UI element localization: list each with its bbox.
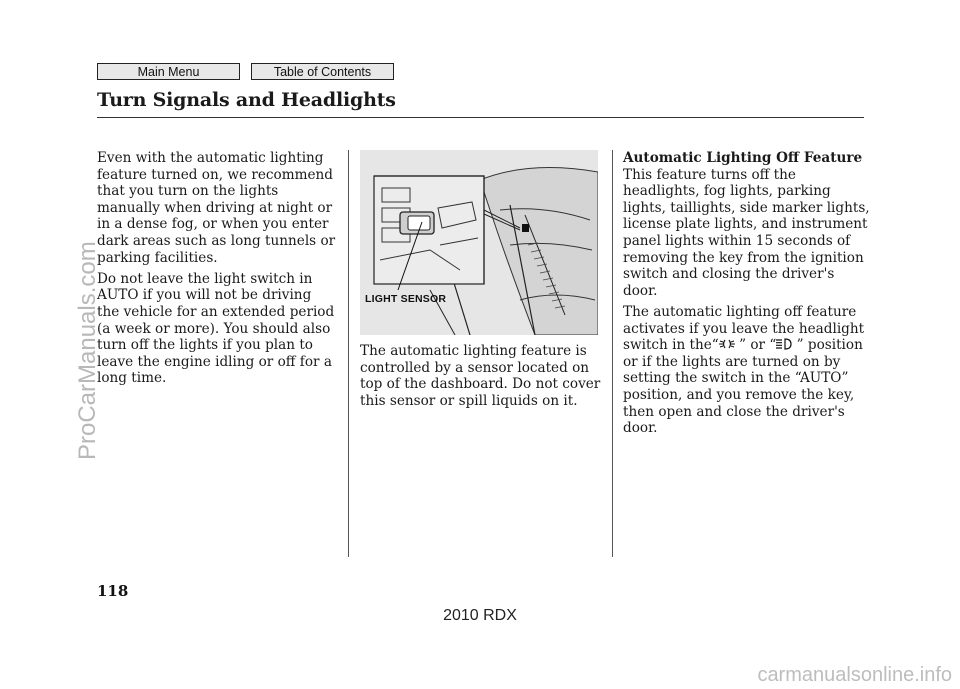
headlights-icon [776,338,792,350]
watermark-left-text: ProCarManuals.com [74,241,101,460]
parking-lights-icon [719,338,735,350]
column-1 [97,150,337,392]
watermark-bottom: carmanualsonline.info [757,664,952,686]
title-divider [97,117,864,118]
page-number: 118 [97,582,129,600]
text-run: The automatic lighting off feature activates if you leave the headlight switch in the“ [623,303,865,354]
subheading: Automatic Lighting Off Feature [623,150,863,166]
model-footer: 2010 RDX [443,607,517,624]
column-2 [360,343,605,414]
column-3 [623,150,873,441]
text-run: ” or “ [734,337,777,354]
paragraph: The automatic lighting feature is controlled by a sensor located on top of the dashboard. Do not cover this sensor or spill liquids on it. [360,343,601,409]
paragraph: This feature turns off the headlights, fog lights, parking lights, taillights, side marker lights, license plate lights, and instrument panel lights within 15 seconds of removing the key from the ignition switch and closing the driver's door. [623,166,870,299]
light-sensor-label: LIGHT SENSOR [365,293,447,305]
dashboard-illustration [360,150,598,335]
text-run: ” position or if the lights are turned on by setting the switch in the “AUTO” position, and you remove the key, then open and close the driver's door. [623,337,863,437]
section-title: Turn Signals and Headlights [97,89,396,111]
light-sensor-illustration [360,150,598,335]
paragraph: Even with the automatic lighting feature turned on, we recommend that you turn on the lights manually when driving at night or in a dense fog, or when you enter dark areas such as long tunnels or parking facilities. [97,150,336,266]
paragraph [623,304,873,437]
paragraph: Do not leave the light switch in AUTO if you will not be driving the vehicle for an extended period (a week or more). You should also turn off the lights if you plan to leave the engine idling or off for a long time. [97,270,335,387]
column-divider-1 [348,150,349,557]
table-of-contents-button[interactable]: Table of Contents [251,63,394,80]
main-menu-button[interactable]: Main Menu [97,63,240,80]
column-divider-2 [612,150,613,557]
